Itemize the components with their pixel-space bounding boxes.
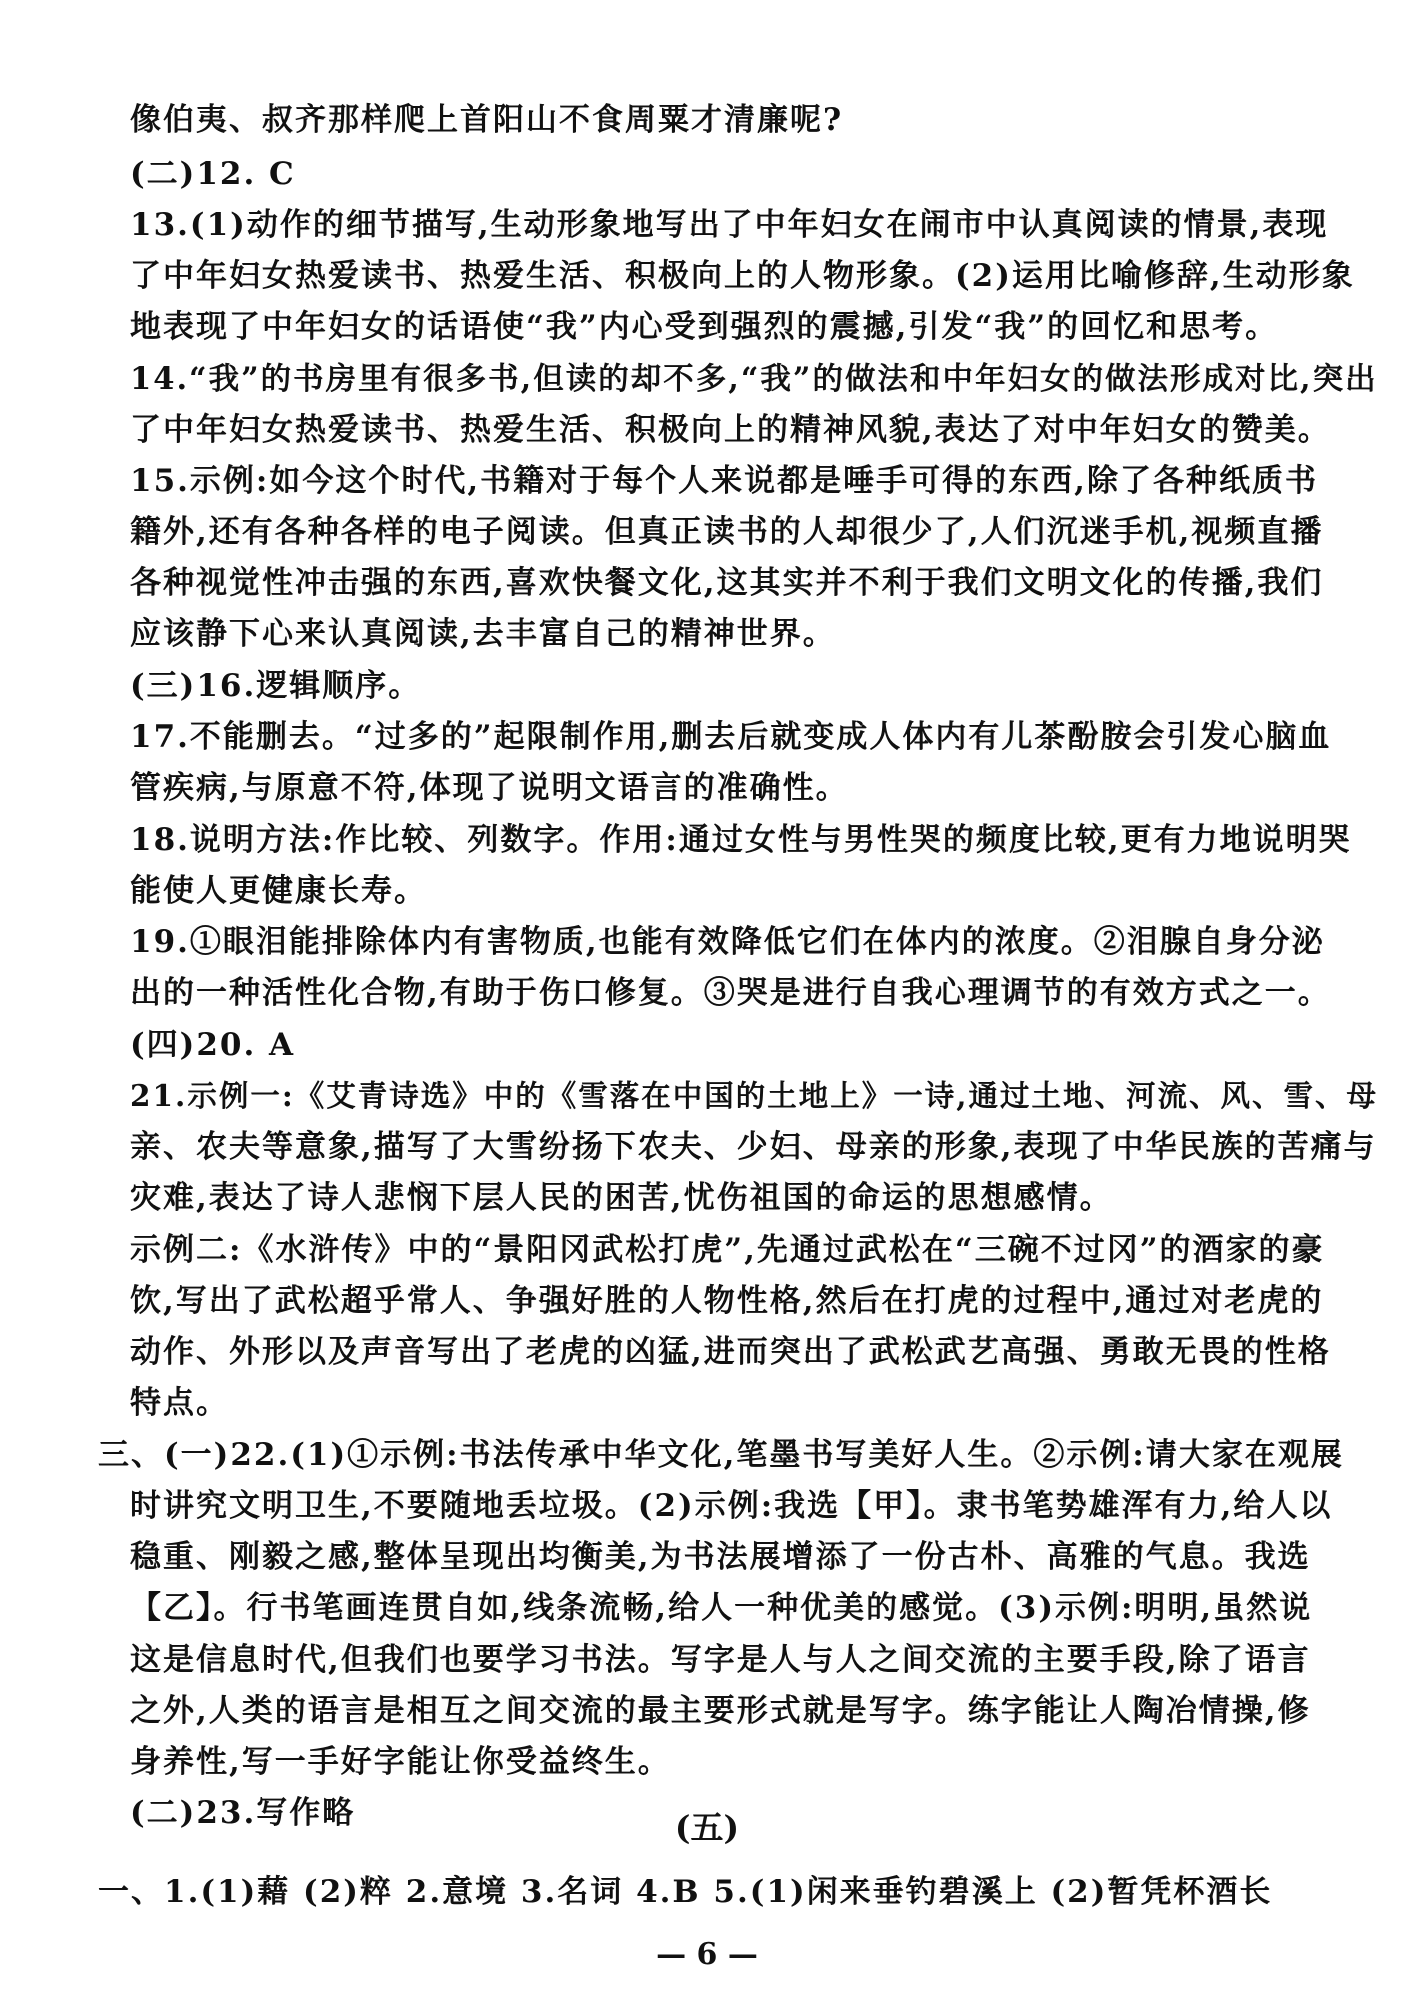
answer-line: 示例二:《水浒传》中的“景阳冈武松打虎”,先通过武松在“三碗不过冈”的酒家的豪 xyxy=(130,1232,1325,1268)
answer-line: 这是信息时代,但我们也要学习书法。写字是人与人之间交流的主要手段,除了语言 xyxy=(130,1642,1311,1678)
answer-line: 19.①眼泪能排除体内有害物质,也能有效降低它们在体内的浓度。②泪腺自身分泌 xyxy=(130,924,1325,960)
answer-line: 像伯夷、叔齐那样爬上首阳山不食周粟才清廉呢? xyxy=(130,102,844,138)
answer-line: 21.示例一:《艾青诗选》中的《雪落在中国的土地上》一诗,通过土地、河流、风、雪、母 xyxy=(130,1078,1378,1113)
answer-line: (三)16.逻辑顺序。 xyxy=(130,668,422,704)
answer-line: 稳重、刚毅之感,整体呈现出均衡美,为书法展增添了一份古朴、高雅的气息。我选 xyxy=(130,1539,1311,1575)
answer-line: 三、(一)22.(1)①示例:书法传承中华文化,笔墨书写美好人生。②示例:请大家在观展 xyxy=(98,1437,1344,1473)
answer-line: 时讲究文明卫生,不要随地丢垃圾。(2)示例:我选【甲】。隶书笔势雄浑有力,给人以 xyxy=(130,1488,1333,1524)
answer-line: 应该静下心来认真阅读,去丰富自己的精神世界。 xyxy=(130,616,836,652)
answer-line: 13.(1)动作的细节描写,生动形象地写出了中年妇女在闹市中认真阅读的情景,表现 xyxy=(130,207,1329,243)
answer-line: 出的一种活性化合物,有助于伤口修复。③哭是进行自我心理调节的有效方式之一。 xyxy=(130,975,1331,1011)
answer-line: 一、1.(1)藉 (2)粹 2.意境 3.名词 4.B 5.(1)闲来垂钓碧溪上 (2)暂凭杯酒长 xyxy=(98,1874,1273,1910)
page-number: — 6 — xyxy=(656,1937,758,1972)
answer-line: 15.示例:如今这个时代,书籍对于每个人来说都是唾手可得的东西,除了各种纸质书 xyxy=(130,463,1318,499)
answer-line: 动作、外形以及声音写出了老虎的凶猛,进而突出了武松武艺高强、勇敢无畏的性格 xyxy=(130,1334,1331,1370)
answer-line: (二)12. C xyxy=(130,156,296,192)
section-title: (五) xyxy=(674,1808,740,1847)
answer-line: 亲、农夫等意象,描写了大雪纷扬下农夫、少妇、母亲的形象,表现了中华民族的苦痛与 xyxy=(130,1129,1377,1165)
answer-line: 能使人更健康长寿。 xyxy=(130,873,427,909)
answer-line: 了中年妇女热爱读书、热爱生活、积极向上的人物形象。(2)运用比喻修辞,生动形象 xyxy=(130,258,1355,294)
answer-line: 管疾病,与原意不符,体现了说明文语言的准确性。 xyxy=(130,770,849,806)
answer-line: 18.说明方法:作比较、列数字。作用:通过女性与男性哭的频度比较,更有力地说明哭 xyxy=(130,822,1352,858)
answer-line: 了中年妇女热爱读书、热爱生活、积极向上的精神风貌,表达了对中年妇女的赞美。 xyxy=(130,412,1331,448)
answer-line: 14.“我”的书房里有很多书,但读的却不多,“我”的做法和中年妇女的做法形成对比,突出 xyxy=(130,361,1378,397)
answer-line: (四)20. A xyxy=(130,1027,296,1063)
answer-line: 地表现了中年妇女的话语使“我”内心受到强烈的震撼,引发“我”的回忆和思考。 xyxy=(130,309,1279,345)
answer-line: 17.不能删去。“过多的”起限制作用,删去后就变成人体内有儿茶酚胺会引发心脑血 xyxy=(130,719,1332,755)
answer-line: 籍外,还有各种各样的电子阅读。但真正读书的人却很少了,人们沉迷手机,视频直播 xyxy=(130,514,1324,550)
answer-line: 【乙】。行书笔画连贯自如,线条流畅,给人一种优美的感觉。(3)示例:明明,虽然说 xyxy=(130,1590,1313,1626)
answer-line: 各种视觉性冲击强的东西,喜欢快餐文化,这其实并不利于我们文明文化的传播,我们 xyxy=(130,565,1324,601)
answer-line: 饮,写出了武松超乎常人、争强好胜的人物性格,然后在打虎的过程中,通过对老虎的 xyxy=(130,1283,1324,1319)
answer-line: 特点。 xyxy=(130,1385,229,1421)
answer-line: 之外,人类的语言是相互之间交流的最主要形式就是写字。练字能让人陶冶情操,修 xyxy=(130,1693,1311,1729)
answer-line: 身养性,写一手好字能让你受益终生。 xyxy=(130,1744,671,1780)
answer-line: 灾难,表达了诗人悲悯下层人民的困苦,忧伤祖国的命运的思想感情。 xyxy=(130,1180,1113,1216)
answer-line: (二)23.写作略 xyxy=(130,1795,356,1831)
